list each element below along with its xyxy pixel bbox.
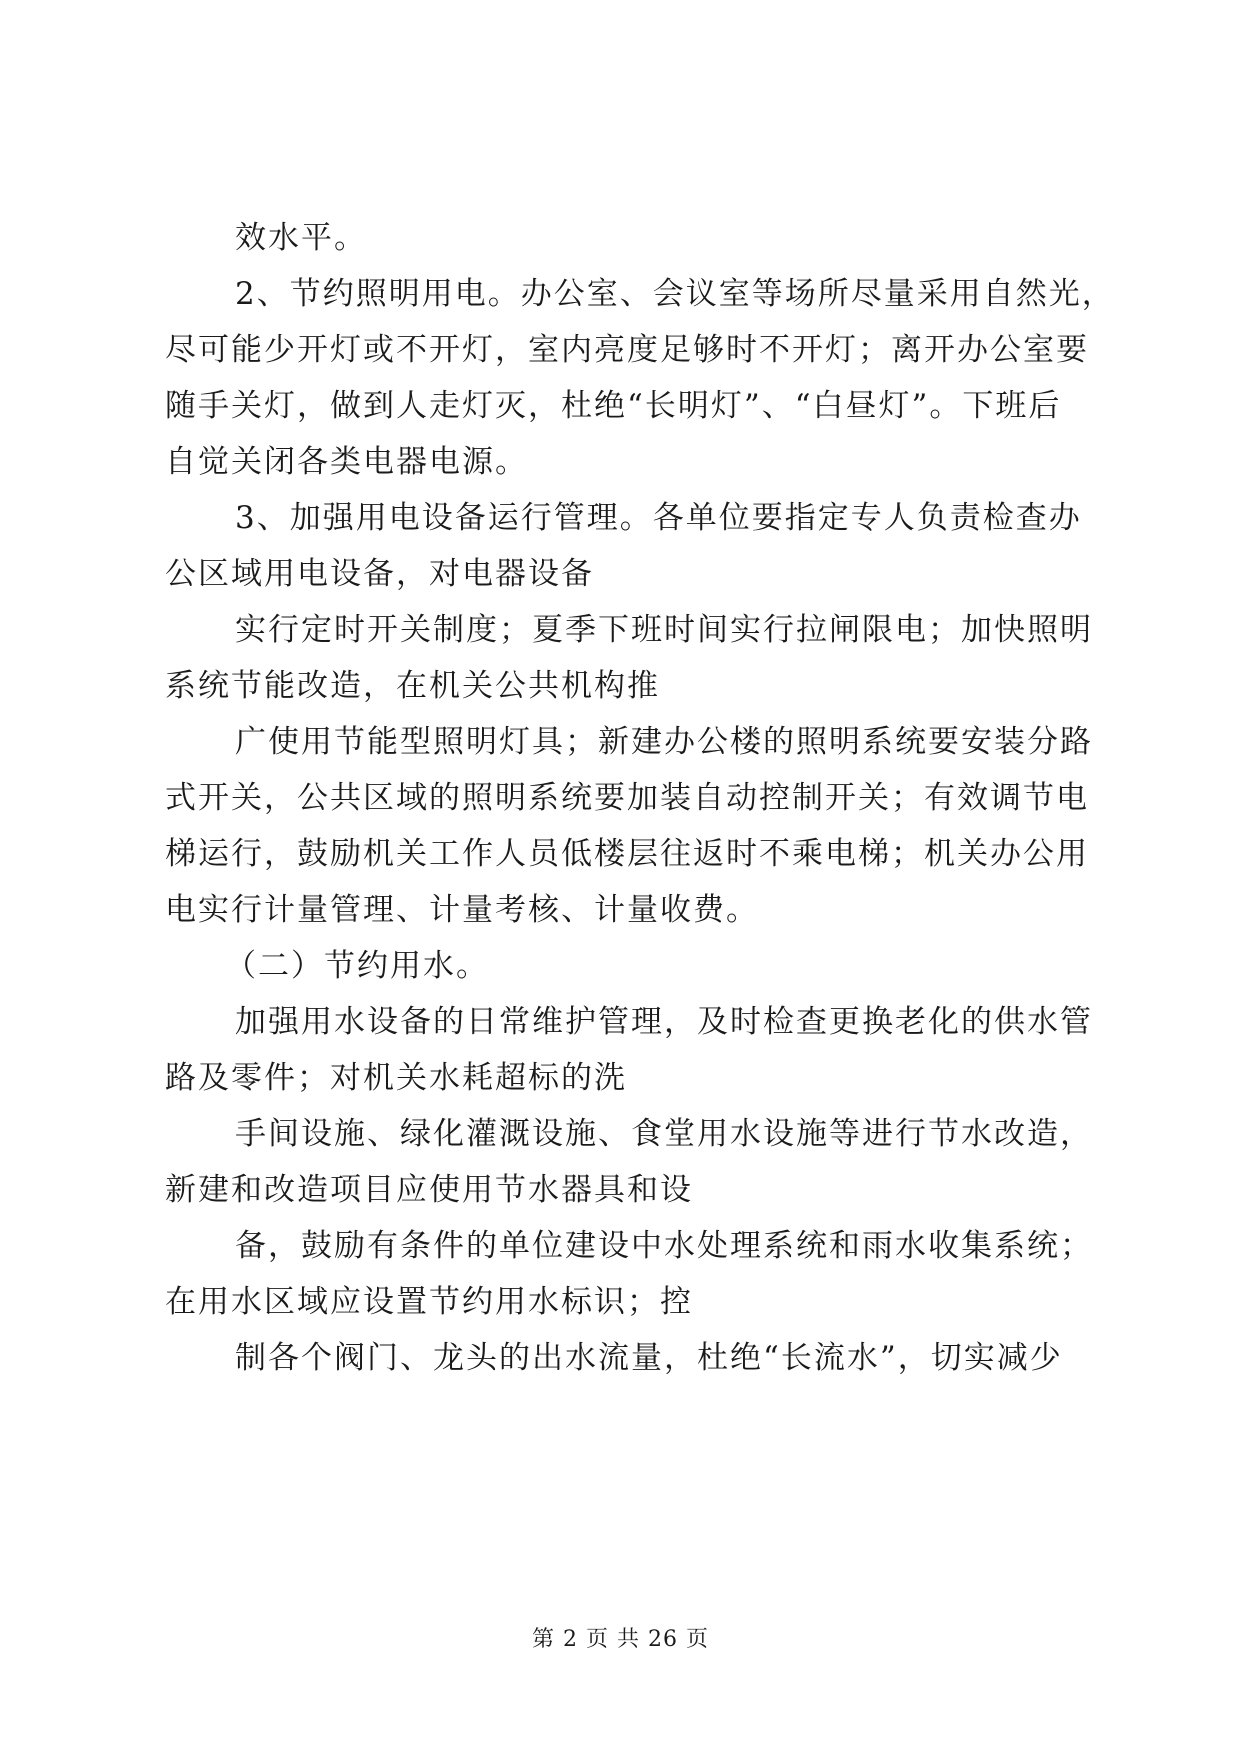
text-line-18: 新建和改造项目应使用节水器具和设 [165, 1172, 693, 1208]
text-line-19: 备，鼓励有条件的单位建设中水处理系统和雨水收集系统； [235, 1228, 1093, 1264]
text-line-16: 路及零件；对机关水耗超标的洗 [165, 1060, 627, 1096]
text-line-1: 效水平。 [235, 220, 367, 256]
text-line-17: 手间设施、绿化灌溉设施、食堂用水设施等进行节水改造， [235, 1116, 1093, 1152]
section-heading: （二）节约用水。 [225, 948, 489, 984]
text-line-7: 公区域用电设备，对电器设备 [165, 556, 594, 592]
text-line-20: 在用水区域应设置节约用水标识；控 [165, 1284, 693, 1320]
text-line-11: 式开关，公共区域的照明系统要加装自动控制开关；有效调节电 [165, 780, 1089, 816]
text-line-15: 加强用水设备的日常维护管理，及时检查更换老化的供水管 [235, 1004, 1093, 1040]
text-line-8: 实行定时开关制度；夏季下班时间实行拉闸限电；加快照明 [235, 612, 1093, 648]
text-line-6: 3、加强用电设备运行管理。各单位要指定专人负责检查办 [235, 500, 1082, 536]
text-line-3: 尽可能少开灯或不开灯，室内亮度足够时不开灯；离开办公室要 [165, 332, 1089, 368]
text-line-4: 随手关灯，做到人走灯灭，杜绝“长明灯”、“白昼灯”。下班后 [165, 388, 1062, 424]
text-line-21: 制各个阀门、龙头的出水流量，杜绝“长流水”，切实减少 [235, 1340, 1063, 1376]
text-line-5: 自觉关闭各类电器电源。 [165, 444, 528, 480]
text-line-10: 广使用节能型照明灯具；新建办公楼的照明系统要安装分路 [235, 724, 1093, 760]
text-line-13: 电实行计量管理、计量考核、计量收费。 [165, 892, 759, 928]
text-line-12: 梯运行，鼓励机关工作人员低楼层往返时不乘电梯；机关办公用 [165, 836, 1089, 872]
text-line-2: 2、节约照明用电。办公室、会议室等场所尽量采用自然光， [235, 276, 1115, 312]
page-number-footer: 第 2 页 共 26 页 [532, 1627, 709, 1652]
text-line-9: 系统节能改造，在机关公共机构推 [165, 668, 660, 704]
